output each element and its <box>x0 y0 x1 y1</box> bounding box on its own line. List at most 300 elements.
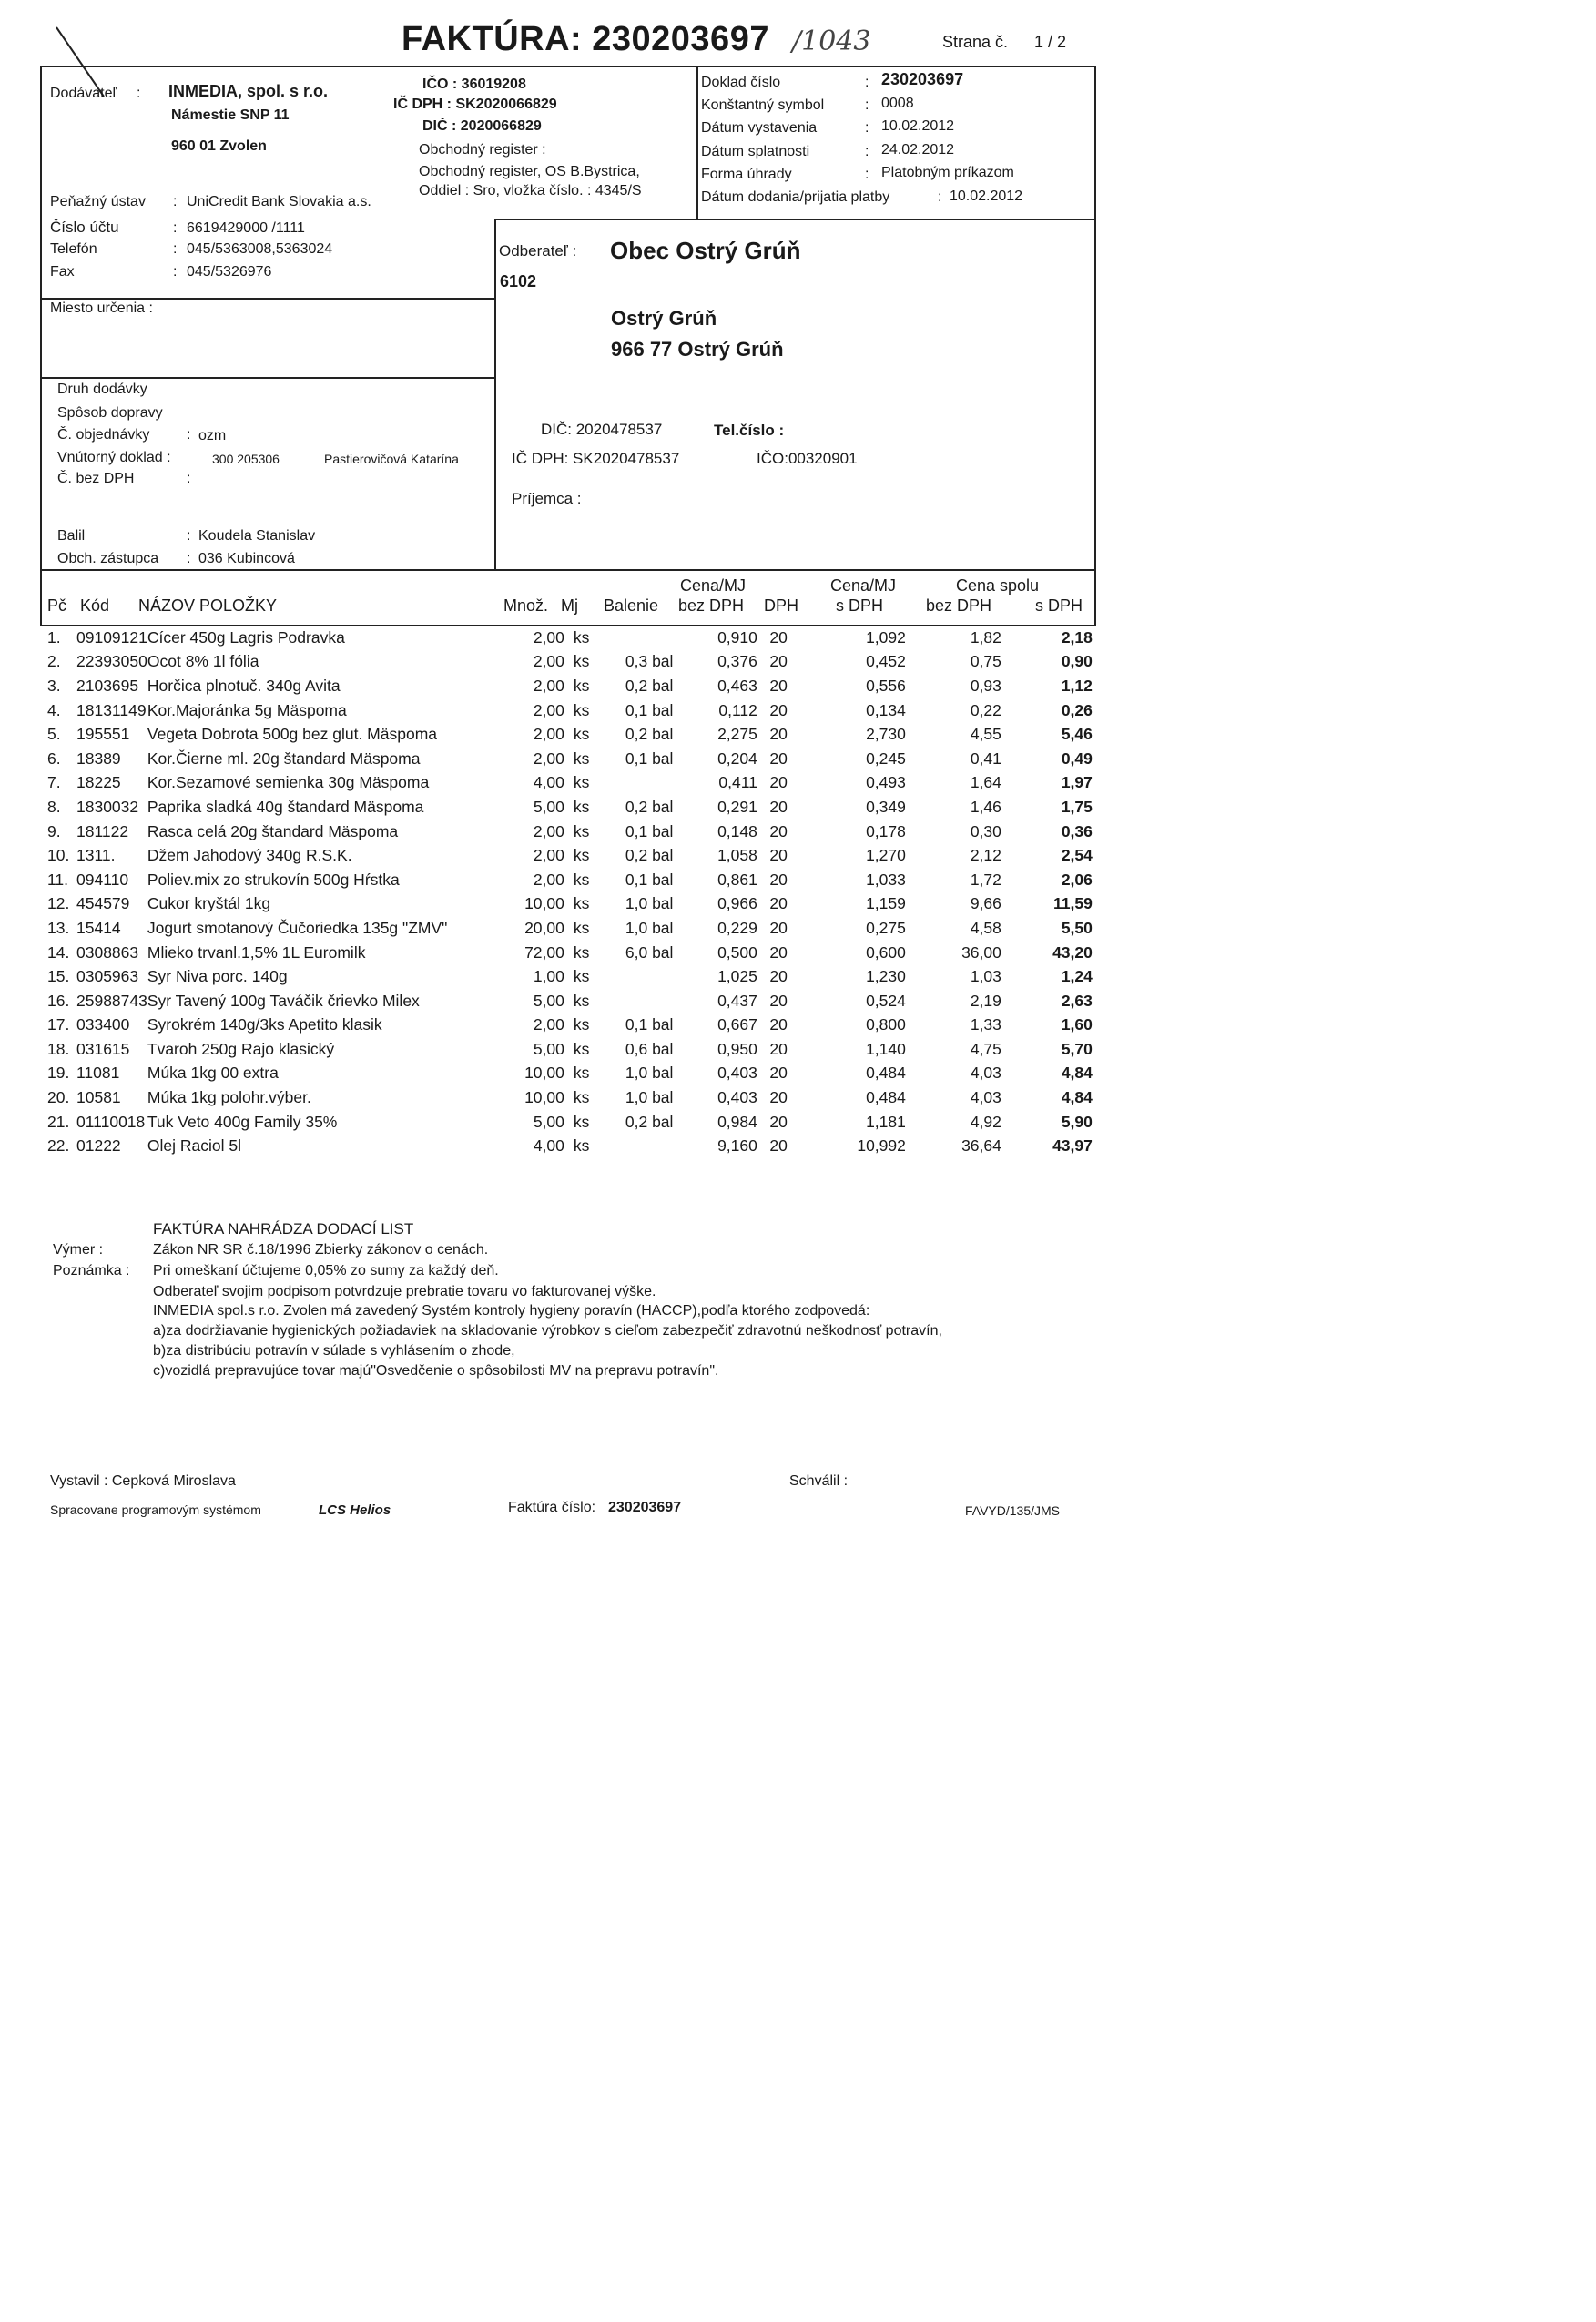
table-row <box>47 843 1093 868</box>
supplier-name: INMEDIA, spol. s r.o. <box>168 82 329 100</box>
cell-cena_s: 0,524 <box>866 991 906 1010</box>
cell-nazov: Kor.Majoránka 5g Mäspoma <box>147 700 347 719</box>
cell-spolu_s: 5,50 <box>1061 918 1093 937</box>
cell-pc: 21. <box>47 1112 70 1131</box>
colon: : <box>173 264 178 280</box>
cell-spolu: 36,64 <box>961 1136 1001 1156</box>
cell-kod: 22393050 <box>76 652 147 671</box>
cell-nazov: Poliev.mix zo strukovín 500g Hŕstka <box>147 870 400 889</box>
delivery-date-label: Dátum dodania/prijatia platby <box>701 189 890 205</box>
cell-spolu_s: 4,84 <box>1061 1064 1093 1083</box>
cell-spolu: 1,82 <box>970 627 1001 647</box>
cell-nazov: Syrokrém 140g/3ks Apetito klasik <box>147 1015 382 1034</box>
cell-bal: 0,2 bal <box>625 1112 674 1131</box>
cell-cena_s: 0,452 <box>866 652 906 671</box>
cell-nazov: Jogurt smotanový Čučoriedka 135g "ZMV" <box>147 918 448 937</box>
note-line-1: Pri omeškaní účtujeme 0,05% zo sumy za každý deň. <box>153 1263 499 1278</box>
footer-invoice-label: Faktúra číslo: <box>508 1500 596 1515</box>
cell-spolu_s: 2,63 <box>1061 991 1093 1010</box>
cell-bal: 0,1 bal <box>625 749 674 768</box>
customer-ic-dph: IČ DPH: SK2020478537 <box>512 450 680 467</box>
colon: : <box>865 97 869 113</box>
account-label: Číslo účtu <box>50 219 119 236</box>
cell-kod: 033400 <box>76 1015 130 1034</box>
fax-value: 045/5326976 <box>187 264 272 280</box>
colon: : <box>187 471 191 486</box>
cell-spolu_s: 5,70 <box>1061 1039 1093 1058</box>
cell-spolu_s: 2,06 <box>1061 870 1093 889</box>
order-no-label: Č. objednávky <box>57 427 150 443</box>
issued-by: Vystavil : Cepková Miroslava <box>50 1473 236 1489</box>
col-header-package: Balenie <box>604 596 659 615</box>
cell-dph: 20 <box>769 942 788 962</box>
register-line-1: Obchodný register : <box>419 142 546 158</box>
supplier-dic: DIČ : 2020066829 <box>422 118 542 134</box>
cell-mnoz: 2,00 <box>533 846 564 865</box>
cell-pc: 19. <box>47 1064 70 1083</box>
cell-mnoz: 2,00 <box>533 749 564 768</box>
cell-cena_s: 0,484 <box>866 1064 906 1083</box>
cell-nazov: Vegeta Dobrota 500g bez glut. Mäspoma <box>147 725 438 744</box>
cell-cena: 0,112 <box>718 700 757 719</box>
cell-mj: ks <box>573 1015 590 1034</box>
cell-pc: 13. <box>47 918 70 937</box>
col-header-unit-price-with-vat: s DPH <box>836 596 884 615</box>
cell-dph: 20 <box>769 627 788 647</box>
cell-dph: 20 <box>769 1064 788 1083</box>
cell-kod: 0308863 <box>76 942 139 962</box>
colon: : <box>173 194 178 209</box>
cell-dph: 20 <box>769 991 788 1010</box>
cell-spolu_s: 2,18 <box>1061 627 1093 647</box>
table-row <box>47 674 1093 698</box>
note-line-5: b)za distribúciu potravín v súlade s vyhlásením o zhode, <box>153 1343 515 1359</box>
cell-nazov: Cukor kryštál 1kg <box>147 894 271 913</box>
customer-code: 6102 <box>500 272 537 290</box>
cell-pc: 17. <box>47 1015 70 1034</box>
cell-spolu: 1,33 <box>970 1015 1001 1034</box>
cell-nazov: Paprika sladká 40g štandard Mäspoma <box>147 797 424 816</box>
cell-mnoz: 2,00 <box>533 821 564 840</box>
cell-cena: 0,667 <box>717 1015 757 1034</box>
cell-bal: 0,1 bal <box>625 821 674 840</box>
cell-pc: 8. <box>47 797 61 816</box>
cell-kod: 031615 <box>76 1039 130 1058</box>
cell-mj: ks <box>573 1039 590 1058</box>
cell-cena_s: 10,992 <box>857 1136 906 1156</box>
order-no-value: ozm <box>198 428 227 443</box>
cell-bal <box>615 989 701 1013</box>
cell-bal: 1,0 bal <box>625 1064 674 1083</box>
colon: : <box>865 120 869 136</box>
cell-spolu_s: 0,90 <box>1061 652 1093 671</box>
cell-nazov: Syr Tavený 100g Taváčik črievko Milex <box>147 991 420 1010</box>
cell-pc: 1. <box>47 627 61 647</box>
cell-mnoz: 10,00 <box>524 1064 564 1083</box>
cell-cena_s: 1,270 <box>866 846 906 865</box>
cell-cena_s: 0,349 <box>866 797 906 816</box>
no-vat-label: Č. bez DPH <box>57 471 135 486</box>
cell-dph: 20 <box>769 652 788 671</box>
doc-no-value: 230203697 <box>881 70 964 88</box>
cell-bal <box>615 771 701 796</box>
register-line-2: Obchodný register, OS B.Bystrica, <box>419 164 640 179</box>
col-header-qty: Množ. <box>503 596 549 615</box>
cell-nazov: Olej Raciol 5l <box>147 1136 241 1156</box>
cell-kod: 094110 <box>76 870 129 889</box>
const-symbol-value: 0008 <box>881 96 914 111</box>
cell-dph: 20 <box>769 700 788 719</box>
cell-cena: 0,984 <box>717 1112 757 1131</box>
cell-cena: 0,411 <box>718 773 757 792</box>
cell-mj: ks <box>573 821 590 840</box>
cell-cena: 0,463 <box>717 676 757 695</box>
cell-cena: 0,403 <box>717 1088 757 1107</box>
cell-mj: ks <box>573 1136 590 1156</box>
notes-heading: FAKTÚRA NAHRÁDZA DODACÍ LIST <box>153 1220 414 1237</box>
sales-rep-value: 036 Kubincová <box>198 551 295 566</box>
cell-spolu: 4,03 <box>970 1064 1001 1083</box>
table-row <box>47 989 1093 1013</box>
supplier-city: 960 01 Zvolen <box>171 138 267 154</box>
cell-mnoz: 2,00 <box>533 1015 564 1034</box>
delivery-type-label: Druh dodávky <box>57 382 147 397</box>
cell-kod: 18389 <box>76 749 121 768</box>
vymer-label: Výmer : <box>53 1242 104 1258</box>
customer-tel: Tel.číslo : <box>714 422 785 439</box>
cell-mj: ks <box>573 700 590 719</box>
table-row <box>47 722 1093 747</box>
cell-cena_s: 0,600 <box>866 942 906 962</box>
cell-mj: ks <box>573 991 590 1010</box>
cell-mj: ks <box>573 1112 590 1131</box>
table-row <box>47 771 1093 796</box>
cell-spolu: 2,19 <box>970 991 1001 1010</box>
cell-dph: 20 <box>769 1088 788 1107</box>
cell-mnoz: 5,00 <box>533 1039 564 1058</box>
footer-invoice-number: 230203697 <box>608 1500 682 1515</box>
table-row <box>47 868 1093 892</box>
cell-spolu: 1,72 <box>970 870 1001 889</box>
cell-bal <box>615 1134 701 1158</box>
cell-cena: 1,025 <box>717 967 757 986</box>
cell-mnoz: 20,00 <box>524 918 564 937</box>
cell-spolu: 2,12 <box>970 846 1001 865</box>
cell-pc: 4. <box>47 700 61 719</box>
bank-value: UniCredit Bank Slovakia a.s. <box>187 194 371 209</box>
cell-kod: 25988743 <box>76 991 147 1010</box>
col-header-unit-price-no-vat: bez DPH <box>678 596 745 615</box>
cell-mj: ks <box>573 1064 590 1083</box>
cell-bal: 0,2 bal <box>625 846 674 865</box>
cell-kod: 10581 <box>76 1088 121 1107</box>
col-header-total-no-vat: bez DPH <box>926 596 992 615</box>
cell-spolu_s: 43,20 <box>1052 942 1093 962</box>
cell-cena: 0,437 <box>717 991 757 1010</box>
cell-cena: 0,910 <box>717 627 757 647</box>
cell-spolu_s: 11,59 <box>1053 894 1093 913</box>
internal-doc-label: Vnútorný doklad : <box>57 450 171 465</box>
col-header-total: Cena spolu <box>956 576 1040 595</box>
cell-spolu_s: 1,12 <box>1061 676 1093 695</box>
cell-nazov: Rasca celá 20g štandard Mäspoma <box>147 821 399 840</box>
cell-dph: 20 <box>769 1015 788 1034</box>
colon: : <box>865 167 869 182</box>
cell-bal: 0,1 bal <box>625 700 674 719</box>
cell-kod: 1830032 <box>76 797 139 816</box>
internal-doc-name: Pastierovičová Katarína <box>324 452 459 466</box>
cell-pc: 22. <box>47 1136 70 1156</box>
cell-spolu_s: 0,49 <box>1061 749 1093 768</box>
cell-kod: 0305963 <box>76 967 139 986</box>
table-row <box>47 916 1093 941</box>
cell-pc: 16. <box>47 991 70 1010</box>
cell-kod: 18131149 <box>76 700 147 719</box>
cell-cena_s: 1,092 <box>866 627 906 647</box>
cell-dph: 20 <box>769 773 788 792</box>
cell-pc: 12. <box>47 894 70 913</box>
note-line-2: Odberateľ svojim podpisom potvrdzuje prebratie tovaru vo fakturovanej výške. <box>153 1284 656 1299</box>
table-row <box>47 892 1093 917</box>
cell-nazov: Mlieko trvanl.1,5% 1L Euromilk <box>147 942 366 962</box>
table-row <box>47 1134 1093 1158</box>
cell-mnoz: 2,00 <box>533 725 564 744</box>
cell-spolu: 4,55 <box>970 725 1001 744</box>
cell-nazov: Múka 1kg 00 extra <box>147 1064 279 1083</box>
col-header-unit-price: Cena/MJ <box>680 576 747 595</box>
cell-dph: 20 <box>769 1136 788 1156</box>
account-value: 6619429000 /1111 <box>187 220 305 236</box>
cell-spolu_s: 1,60 <box>1061 1015 1093 1034</box>
cell-mj: ks <box>573 797 590 816</box>
system-label: Spracovane programovým systémom <box>50 1502 261 1517</box>
colon: : <box>865 75 869 90</box>
cell-cena: 9,160 <box>717 1136 757 1156</box>
cell-spolu: 1,03 <box>970 967 1001 986</box>
cell-nazov: Ocot 8% 1l fólia <box>147 652 259 671</box>
cell-spolu_s: 0,26 <box>1061 700 1093 719</box>
col-header-vat: DPH <box>764 596 799 615</box>
cell-mj: ks <box>573 749 590 768</box>
cell-mj: ks <box>573 894 590 913</box>
cell-spolu: 0,75 <box>970 652 1001 671</box>
transport-label: Spôsob dopravy <box>57 405 163 421</box>
cell-nazov: Cícer 450g Lagris Podravka <box>147 627 345 647</box>
cell-bal: 6,0 bal <box>625 942 674 962</box>
cell-spolu_s: 1,75 <box>1061 797 1093 816</box>
cell-mnoz: 1,00 <box>533 967 564 986</box>
table-row <box>47 1037 1093 1062</box>
sales-rep-label: Obch. zástupca <box>57 551 159 566</box>
fax-label: Fax <box>50 264 75 280</box>
cell-cena_s: 1,181 <box>866 1112 906 1131</box>
cell-dph: 20 <box>769 918 788 937</box>
phone-label: Telefón <box>50 241 97 257</box>
receiver-label: Príjemca : <box>512 490 582 507</box>
cell-mnoz: 2,00 <box>533 627 564 647</box>
cell-mj: ks <box>573 1088 590 1107</box>
cell-cena: 0,500 <box>717 942 757 962</box>
cell-mj: ks <box>573 652 590 671</box>
cell-mj: ks <box>573 846 590 865</box>
cell-spolu_s: 5,46 <box>1061 725 1093 744</box>
cell-cena_s: 2,730 <box>866 725 906 744</box>
cell-dph: 20 <box>769 1039 788 1058</box>
customer-address-1: Ostrý Grúň <box>611 307 717 330</box>
system-name: LCS Helios <box>319 1502 391 1518</box>
cell-kod: 1311. <box>76 846 116 865</box>
cell-mnoz: 72,00 <box>524 942 564 962</box>
cell-spolu_s: 1,97 <box>1061 773 1093 792</box>
divider <box>40 377 495 379</box>
cell-mnoz: 2,00 <box>533 870 564 889</box>
table-row <box>47 820 1093 844</box>
cell-mnoz: 2,00 <box>533 700 564 719</box>
cell-kod: 18225 <box>76 773 121 792</box>
cell-cena_s: 1,230 <box>866 967 906 986</box>
table-row <box>47 698 1093 723</box>
colon: : <box>938 189 942 205</box>
cell-cena_s: 0,275 <box>866 918 906 937</box>
cell-pc: 11. <box>47 870 69 889</box>
cell-nazov: Tuk Veto 400g Family 35% <box>147 1112 338 1131</box>
customer-label: Odberateľ : <box>499 242 577 260</box>
payment-value: Platobným príkazom <box>881 165 1014 180</box>
delivery-date-value: 10.02.2012 <box>950 188 1023 204</box>
note-line-3: INMEDIA spol.s r.o. Zvolen má zavedený Systém kontroly hygieny poravín (HACCP),podľa ktorého zodpovedá: <box>153 1303 870 1319</box>
divider <box>40 298 495 300</box>
divider <box>494 219 496 571</box>
cell-spolu_s: 5,90 <box>1061 1112 1093 1131</box>
cell-cena: 0,291 <box>717 797 757 816</box>
cell-mj: ks <box>573 773 590 792</box>
cell-nazov: Múka 1kg polohr.výber. <box>147 1088 311 1107</box>
supplier-ico: IČO : 36019208 <box>422 76 526 92</box>
footer-code: FAVYD/135/JMS <box>965 1503 1061 1518</box>
cell-cena_s: 0,134 <box>866 700 906 719</box>
payment-label: Forma úhrady <box>701 167 792 182</box>
cell-mnoz: 5,00 <box>533 991 564 1010</box>
issued-value: 10.02.2012 <box>881 118 955 134</box>
items-table <box>47 626 1093 1158</box>
invoice-title: FAKTÚRA: 230203697 <box>402 20 769 58</box>
supplier-street: Námestie SNP 11 <box>171 107 290 123</box>
cell-kod: 195551 <box>76 725 130 744</box>
table-row <box>47 941 1093 965</box>
customer-dic: DIČ: 2020478537 <box>541 421 663 438</box>
cell-spolu: 9,66 <box>970 894 1001 913</box>
cell-cena_s: 0,493 <box>866 773 906 792</box>
table-row <box>47 1062 1093 1086</box>
col-header-unit: Mj <box>561 596 578 615</box>
cell-dph: 20 <box>769 797 788 816</box>
cell-pc: 18. <box>47 1039 70 1058</box>
cell-nazov: Džem Jahodový 340g R.S.K. <box>147 846 352 865</box>
cell-dph: 20 <box>769 967 788 986</box>
cell-cena_s: 0,556 <box>866 676 906 695</box>
cell-spolu: 1,46 <box>970 797 1001 816</box>
approved-by-label: Schválil : <box>789 1473 849 1489</box>
colon: : <box>187 427 191 443</box>
issued-label: Dátum vystavenia <box>701 120 818 136</box>
customer-ico: IČO:00320901 <box>757 450 858 467</box>
cell-bal: 0,1 bal <box>625 1015 674 1034</box>
cell-mj: ks <box>573 870 590 889</box>
cell-dph: 20 <box>769 1112 788 1131</box>
note-line-6: c)vozidlá prepravujúce tovar majú"Osvedčenie o spôsobilosti MV na prepravu potravín". <box>153 1363 719 1379</box>
table-row <box>47 626 1093 650</box>
cell-dph: 20 <box>769 821 788 840</box>
cell-cena_s: 0,484 <box>866 1088 906 1107</box>
supplier-ic-dph: IČ DPH : SK2020066829 <box>393 97 557 112</box>
cell-spolu_s: 43,97 <box>1052 1136 1093 1156</box>
cell-mnoz: 4,00 <box>533 773 564 792</box>
cell-kod: 09109121 <box>76 627 147 647</box>
cell-mnoz: 10,00 <box>524 1088 564 1107</box>
cell-cena_s: 0,800 <box>866 1015 906 1034</box>
cell-pc: 7. <box>47 773 61 792</box>
cell-bal: 0,6 bal <box>625 1039 674 1058</box>
cell-spolu: 1,64 <box>970 773 1001 792</box>
page-number: 1 / 2 <box>1034 33 1067 51</box>
cell-spolu: 4,75 <box>970 1039 1001 1058</box>
table-row <box>47 1013 1093 1038</box>
cell-mnoz: 10,00 <box>524 894 564 913</box>
cell-cena: 0,148 <box>717 821 757 840</box>
cell-dph: 20 <box>769 870 788 889</box>
cell-mnoz: 5,00 <box>533 1112 564 1131</box>
phone-value: 045/5363008,5363024 <box>187 241 333 257</box>
cell-pc: 3. <box>47 676 61 695</box>
cell-dph: 20 <box>769 846 788 865</box>
cell-kod: 01222 <box>76 1136 121 1156</box>
cell-mj: ks <box>573 918 590 937</box>
cell-bal: 1,0 bal <box>625 894 674 913</box>
cell-cena: 0,861 <box>717 870 757 889</box>
cell-cena_s: 0,178 <box>866 821 906 840</box>
cell-dph: 20 <box>769 749 788 768</box>
colon: : <box>187 551 191 566</box>
vymer-text: Zákon NR SR č.18/1996 Zbierky zákonov o cenách. <box>153 1242 489 1258</box>
table-row <box>47 1085 1093 1110</box>
cell-cena: 1,058 <box>717 846 757 865</box>
cell-cena: 0,950 <box>717 1039 757 1058</box>
colon: : <box>137 86 141 101</box>
cell-mnoz: 2,00 <box>533 652 564 671</box>
customer-address-2: 966 77 Ostrý Grúň <box>611 338 784 361</box>
cell-dph: 20 <box>769 725 788 744</box>
cell-spolu: 0,41 <box>970 749 1001 768</box>
note-label: Poznámka : <box>53 1263 130 1278</box>
cell-spolu: 0,93 <box>970 676 1001 695</box>
cell-spolu: 36,00 <box>961 942 1001 962</box>
col-header-total-with-vat: s DPH <box>1035 596 1083 615</box>
cell-pc: 9. <box>47 821 61 840</box>
cell-kod: 11081 <box>76 1064 120 1083</box>
cell-cena: 0,403 <box>717 1064 757 1083</box>
due-value: 24.02.2012 <box>881 142 955 158</box>
cell-bal <box>615 626 701 650</box>
internal-doc-number: 300 205306 <box>212 452 280 466</box>
cell-cena_s: 1,033 <box>866 870 906 889</box>
cell-pc: 2. <box>47 652 61 671</box>
cell-spolu_s: 1,24 <box>1061 967 1093 986</box>
colon: : <box>173 241 178 257</box>
cell-bal: 0,2 bal <box>625 676 674 695</box>
divider <box>696 66 698 219</box>
cell-spolu: 4,03 <box>970 1088 1001 1107</box>
register-line-3: Oddiel : Sro, vložka číslo. : 4345/S <box>419 183 642 199</box>
